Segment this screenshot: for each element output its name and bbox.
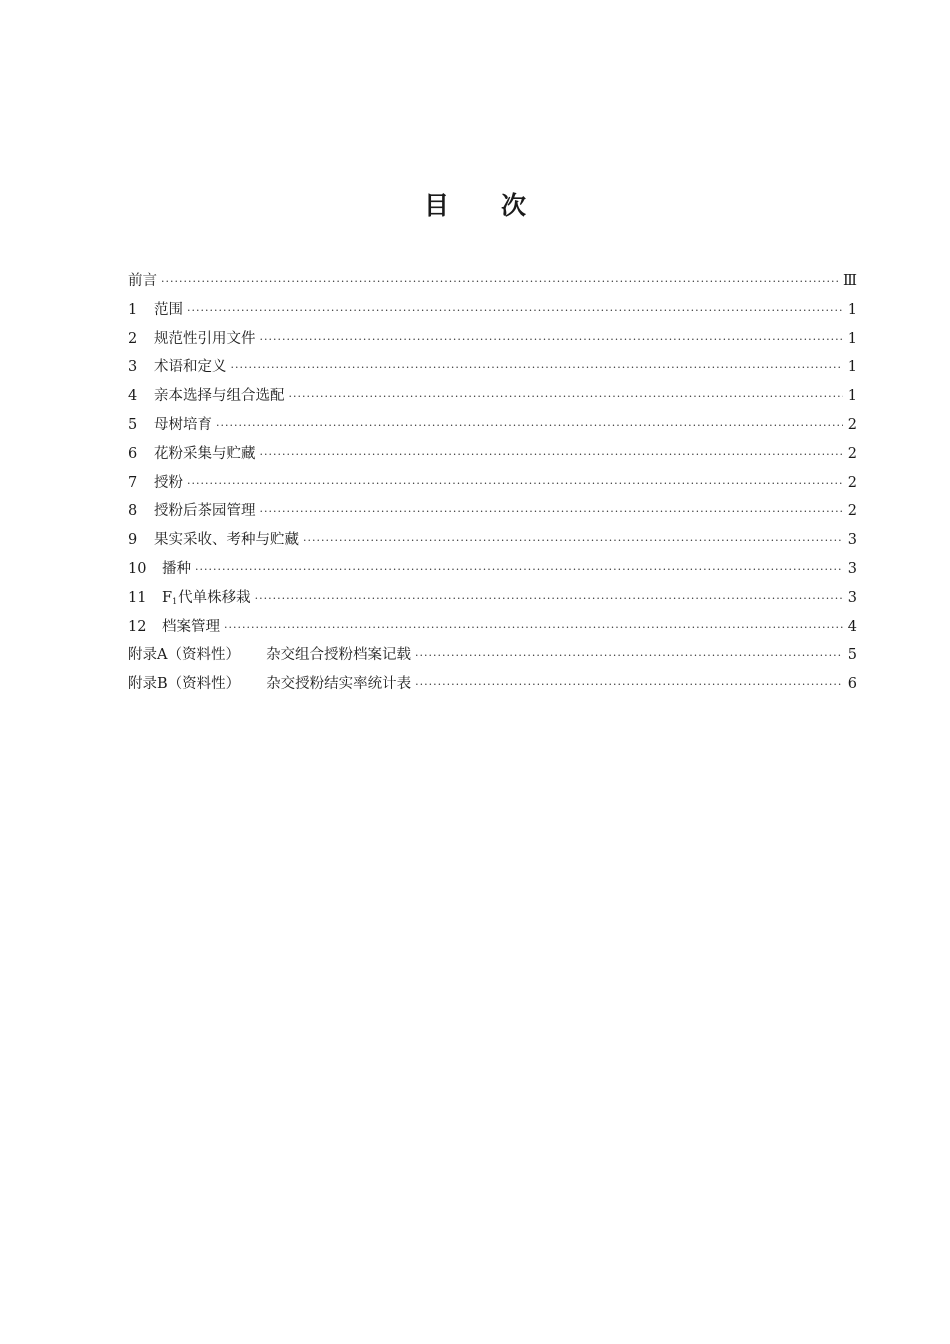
toc-entry-label: 母树培育 [154,416,212,433]
toc-entry-label: 代单株移栽 [178,589,251,606]
toc-entry-number: 2 [128,330,138,347]
toc-entry-number: 附录A（资料性） [128,647,240,664]
toc-leader-dots [187,470,843,499]
toc-entry-number: 1 [128,301,138,318]
toc-leader-dots [224,614,843,643]
toc-entry-number: 6 [128,445,138,462]
toc-leader-dots [303,527,843,556]
toc-page-number: 4 [847,618,857,635]
toc-entry-number: 8 [128,503,138,520]
toc-entry-label: 前言 [128,273,157,289]
toc-page-number: 1 [847,330,857,347]
toc-page-number: 3 [847,589,857,606]
toc-page-number: 2 [847,503,857,520]
toc-entry-5[interactable] [128,411,857,440]
toc-leader-dots [255,585,843,614]
toc-entry-7[interactable] [128,469,857,498]
toc-page-number: 2 [847,416,857,433]
toc-entry-label: 杂交组合授粉档案记载 [265,647,411,664]
toc-page-number: 2 [847,474,857,491]
toc-entry-foreword[interactable] [128,267,857,296]
toc-entry-label: 术语和定义 [154,359,227,376]
toc-entry-number: 9 [128,532,138,549]
toc-entry-label: 范围 [154,301,183,318]
toc-entry-10[interactable] [128,555,857,584]
title-char-2: 次 [501,191,527,220]
toc-leader-dots [231,354,844,383]
toc-entry-6[interactable] [128,440,857,469]
toc-page-number: 6 [847,676,857,693]
toc-leader-dots [289,383,844,412]
toc-entry-number: 4 [128,388,138,405]
toc-entry-appendix-b[interactable] [128,670,857,699]
toc-leader-dots [260,498,844,527]
toc-leader-dots [195,556,843,585]
toc-page-number: Ⅲ [843,273,857,289]
toc-leader-dots [260,441,844,470]
toc-entry-label: 杂交授粉结实率统计表 [266,676,412,693]
toc-leader-dots [216,412,843,441]
toc-entry-number: 7 [128,474,138,491]
toc-leader-dots [260,326,844,355]
toc-page-number: 5 [847,647,857,664]
toc-entry-label-prefix: F [162,589,173,606]
toc-entry-2[interactable] [128,325,857,354]
page-title [0,186,950,222]
toc-page-number: 2 [847,445,857,462]
title-char-1: 目 [423,191,449,220]
toc-entry-number: 附录B（资料性） [128,676,241,693]
toc-entry-label: 果实采收、考种与贮藏 [154,532,299,549]
toc-entry-number: 3 [128,359,138,376]
toc-entry-9[interactable] [128,526,857,555]
toc-leader-dots [187,297,843,326]
toc-entry-4[interactable] [128,382,857,411]
toc-entry-3[interactable] [128,353,857,382]
toc-entry-number: 11 [128,589,147,606]
toc-page-number: 1 [847,301,857,318]
toc-entry-label: 规范性引用文件 [154,330,256,347]
toc-leader-dots [415,642,843,671]
toc-entry-label: 亲本选择与组合选配 [154,388,285,405]
toc-page-number: 1 [847,388,857,405]
toc-entry-12[interactable] [128,613,857,642]
toc-page-number: 3 [847,560,857,577]
toc-entry-label-subscript: 1 [172,596,178,606]
toc-entry-8[interactable] [128,497,857,526]
toc-entry-number: 10 [128,560,147,577]
toc-entry-appendix-a[interactable] [128,641,857,670]
toc-page-number: 3 [847,532,857,549]
toc-leader-dots [415,671,843,700]
toc-entry-label: 授粉 [154,474,183,491]
toc-entry-label: 花粉采集与贮藏 [154,445,256,462]
toc-entry-label: 播种 [162,560,191,577]
toc-entry-label: 档案管理 [162,618,220,635]
toc-entry-11[interactable] [128,584,857,613]
toc-entry-number: 12 [128,618,147,635]
toc-leader-dots [161,268,839,297]
toc-entry-number: 5 [128,416,138,433]
toc-entry-1[interactable] [128,296,857,325]
toc-page-number: 1 [847,359,857,376]
table-of-contents [128,267,857,699]
toc-entry-label: 授粉后茶园管理 [154,503,256,520]
